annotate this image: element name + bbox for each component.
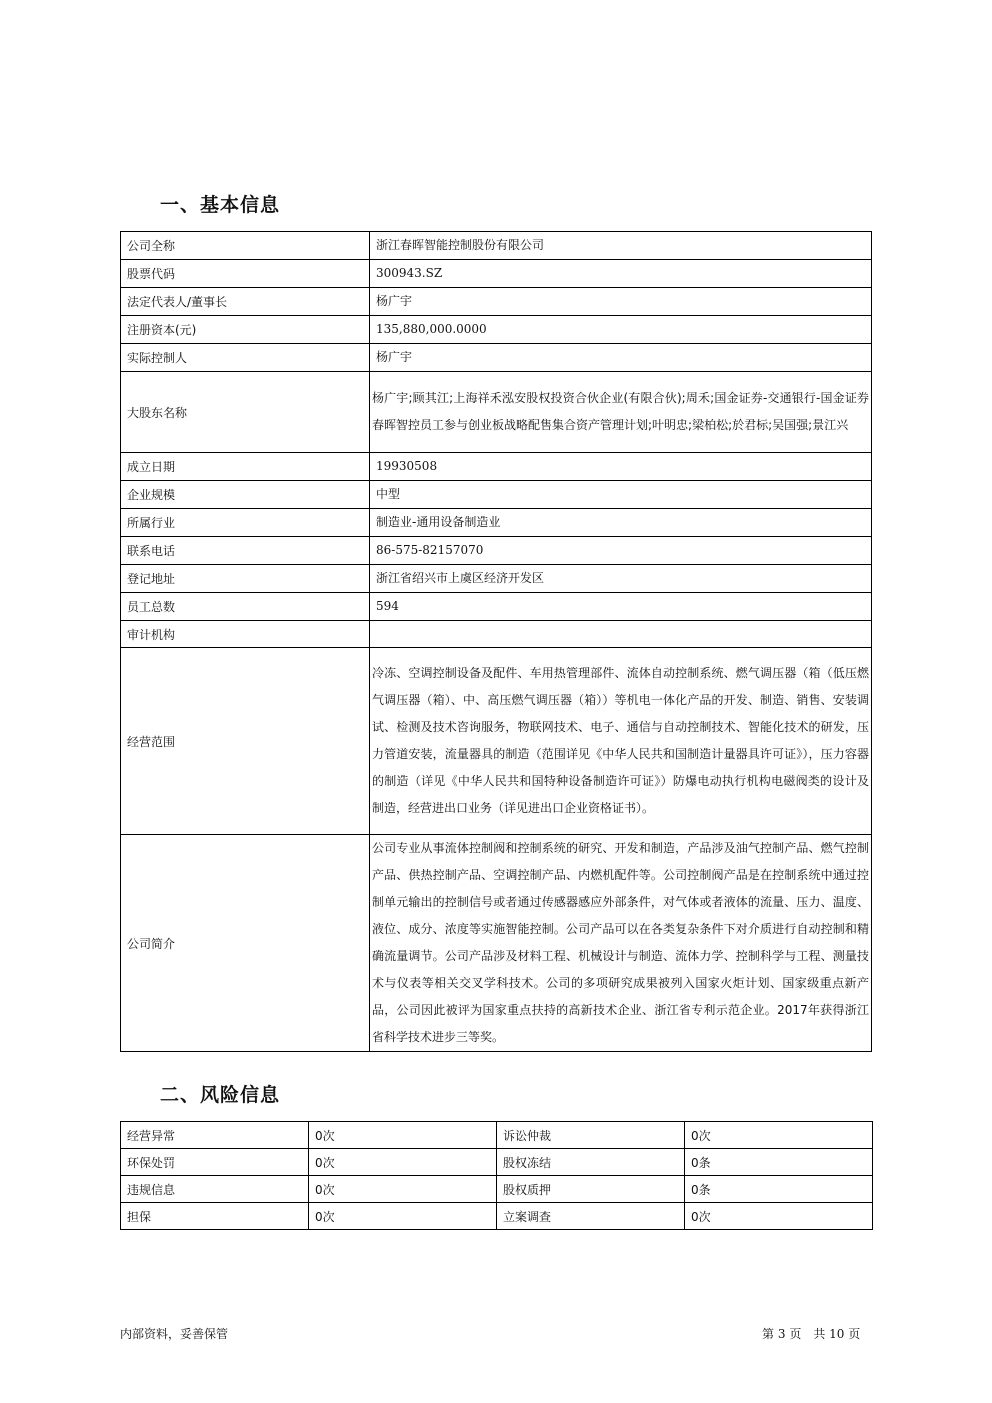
risk-label: 股权冻结 bbox=[497, 1149, 685, 1176]
risk-label: 环保处罚 bbox=[121, 1149, 309, 1176]
footer-confidential-note: 内部资料，妥善保管 bbox=[120, 1327, 229, 1341]
section-title-risk-info: 二、风险信息 bbox=[160, 1084, 281, 1106]
field-label: 实际控制人 bbox=[121, 344, 370, 372]
risk-label: 违规信息 bbox=[121, 1176, 309, 1203]
total-pages: 10 bbox=[829, 1327, 845, 1341]
table-row bbox=[121, 835, 872, 1052]
field-label: 经营范围 bbox=[121, 648, 370, 835]
basic-info-table bbox=[120, 231, 872, 1052]
risk-value: 0条 bbox=[685, 1149, 873, 1176]
field-label: 法定代表人/董事长 bbox=[121, 288, 370, 316]
field-value: 杨广宇 bbox=[370, 344, 872, 372]
table-row bbox=[121, 565, 872, 593]
table-row bbox=[121, 316, 872, 344]
field-label: 审计机构 bbox=[121, 621, 370, 648]
field-label: 成立日期 bbox=[121, 453, 370, 481]
field-value: 中型 bbox=[370, 481, 872, 509]
table-row bbox=[121, 288, 872, 316]
field-value: 杨广宇;顾其江;上海祥禾泓安股权投资合伙企业(有限合伙);周禾;国金证券-交通银行-国金证券春晖智控员工参与创业板战略配售集合资产管理计划;叶明忠;梁柏松;於君标;吴国强;景江兴 bbox=[370, 372, 872, 453]
field-label: 公司简介 bbox=[121, 835, 370, 1052]
field-label: 联系电话 bbox=[121, 537, 370, 565]
risk-value: 0次 bbox=[309, 1203, 497, 1230]
table-row bbox=[121, 372, 872, 453]
risk-label: 诉讼仲裁 bbox=[497, 1122, 685, 1149]
risk-info-table bbox=[120, 1121, 873, 1230]
risk-value: 0次 bbox=[309, 1176, 497, 1203]
risk-label: 担保 bbox=[121, 1203, 309, 1230]
field-label: 公司全称 bbox=[121, 232, 370, 260]
field-label: 大股东名称 bbox=[121, 372, 370, 453]
current-page: 3 bbox=[777, 1327, 786, 1341]
section-title-basic-info: 一、基本信息 bbox=[160, 194, 281, 216]
field-value: 19930508 bbox=[370, 453, 872, 481]
field-label: 注册资本(元) bbox=[121, 316, 370, 344]
table-row bbox=[121, 453, 872, 481]
field-value: 杨广宇 bbox=[370, 288, 872, 316]
risk-value: 0次 bbox=[685, 1203, 873, 1230]
table-row bbox=[121, 344, 872, 372]
table-row bbox=[121, 481, 872, 509]
risk-value: 0次 bbox=[685, 1122, 873, 1149]
field-label: 员工总数 bbox=[121, 593, 370, 621]
field-value: 86-575-82157070 bbox=[370, 537, 872, 565]
table-row bbox=[121, 593, 872, 621]
risk-value: 0次 bbox=[309, 1122, 497, 1149]
table-row bbox=[121, 260, 872, 288]
table-row bbox=[121, 537, 872, 565]
page-label-prefix: 第 bbox=[762, 1327, 775, 1341]
field-label: 股票代码 bbox=[121, 260, 370, 288]
field-value: 浙江春晖智能控制股份有限公司 bbox=[370, 232, 872, 260]
table-row bbox=[121, 1122, 873, 1149]
table-row bbox=[121, 232, 872, 260]
risk-label: 立案调查 bbox=[497, 1203, 685, 1230]
field-value: 135,880,000.0000 bbox=[370, 316, 872, 344]
field-label: 企业规模 bbox=[121, 481, 370, 509]
field-value: 冷冻、空调控制设备及配件、车用热管理部件、流体自动控制系统、燃气调压器（箱（低压燃气调压器（箱）、中、高压燃气调压器（箱））等机电一体化产品的开发、制造、销售、安装调试、检测及技术咨询服务，物联网技术、电子、通信与自动控制技术、智能化技术的研发，压力管道安装，流量器具的制造（范围详见《中华人民共和国制造计量器具许可证》），压力容器的制造（详见《中华人民共和国特种设备制造许可证》）防爆电动执行机构电磁阀类的设计及制造，经营进出口业务（详见进出口企业资格证书）。 bbox=[370, 648, 872, 835]
table-row bbox=[121, 1176, 873, 1203]
field-value: 594 bbox=[370, 593, 872, 621]
table-row bbox=[121, 1149, 873, 1176]
field-value: 公司专业从事流体控制阀和控制系统的研究、开发和制造，产品涉及油气控制产品、燃气控制产品、供热控制产品、空调控制产品、内燃机配件等。公司控制阀产品是在控制系统中通过控制单元输出的控制信号或者通过传感器感应外部条件，对气体或者液体的流量、压力、温度、液位、成分、浓度等实施智能控制。公司产品可以在各类复杂条件下对介质进行自动控制和精确流量调节。公司产品涉及材料工程、机械设计与制造、流体力学、控制科学与工程、测量技术与仪表等相关交叉学科技术。公司的多项研究成果被列入国家火炬计划、国家级重点新产品，公司因此被评为国家重点扶持的高新技术企业、浙江省专利示范企业。2017年获得浙江省科学技术进步三等奖。 bbox=[370, 835, 872, 1052]
field-value: 浙江省绍兴市上虞区经济开发区 bbox=[370, 565, 872, 593]
footer-page-number bbox=[762, 1325, 860, 1342]
table-row bbox=[121, 621, 872, 648]
field-value: 300943.SZ bbox=[370, 260, 872, 288]
table-row bbox=[121, 648, 872, 835]
table-row bbox=[121, 509, 872, 537]
field-value bbox=[370, 621, 872, 648]
risk-value: 0次 bbox=[309, 1149, 497, 1176]
page-label-mid: 页 共 bbox=[789, 1327, 826, 1341]
field-label: 登记地址 bbox=[121, 565, 370, 593]
table-row bbox=[121, 1203, 873, 1230]
field-value: 制造业-通用设备制造业 bbox=[370, 509, 872, 537]
risk-label: 经营异常 bbox=[121, 1122, 309, 1149]
risk-label: 股权质押 bbox=[497, 1176, 685, 1203]
field-label: 所属行业 bbox=[121, 509, 370, 537]
risk-value: 0条 bbox=[685, 1176, 873, 1203]
page-label-suffix: 页 bbox=[848, 1327, 861, 1341]
